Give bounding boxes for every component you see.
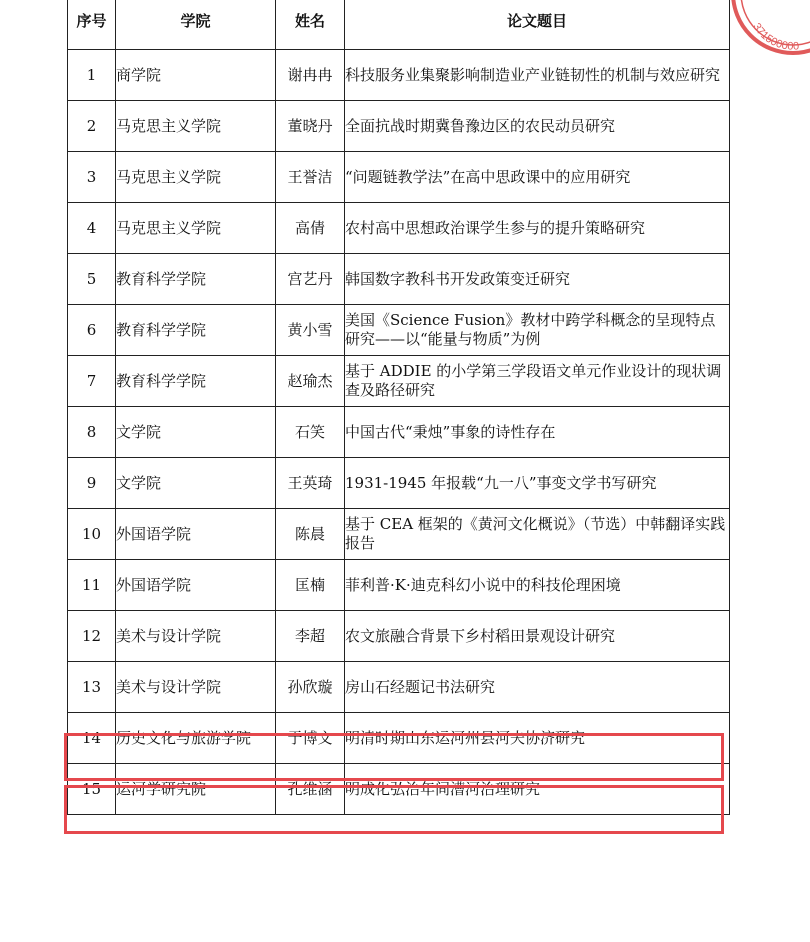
cell-title: 基于 ADDIE 的小学第三学段语文单元作业设计的现状调查及路径研究 [345, 356, 730, 407]
table-row [68, 764, 730, 815]
cell-school: 马克思主义学院 [116, 152, 276, 203]
cell-no: 4 [68, 203, 116, 254]
table-row [68, 509, 730, 560]
cell-name: 李超 [276, 611, 345, 662]
cell-school: 外国语学院 [116, 509, 276, 560]
cell-name: 谢冉冉 [276, 50, 345, 101]
table-body [68, 50, 730, 815]
cell-school: 教育科学学院 [116, 254, 276, 305]
table-header-row [68, 0, 730, 50]
cell-title: 中国古代“秉烛”事象的诗性存在 [345, 407, 730, 458]
table-row [68, 560, 730, 611]
cell-no: 13 [68, 662, 116, 713]
cell-no: 1 [68, 50, 116, 101]
cell-school: 运河学研究院 [116, 764, 276, 815]
cell-school: 马克思主义学院 [116, 101, 276, 152]
header-name: 姓名 [276, 0, 345, 50]
cell-no: 3 [68, 152, 116, 203]
cell-name: 王誉洁 [276, 152, 345, 203]
cell-no: 15 [68, 764, 116, 815]
cell-school: 外国语学院 [116, 560, 276, 611]
cell-school: 历史文化与旅游学院 [116, 713, 276, 764]
cell-title: 基于 CEA 框架的《黄河文化概说》（节选）中韩翻译实践报告 [345, 509, 730, 560]
table-row [68, 458, 730, 509]
cell-title: 菲利普·K·迪克科幻小说中的科技伦理困境 [345, 560, 730, 611]
cell-name: 董晓丹 [276, 101, 345, 152]
cell-no: 11 [68, 560, 116, 611]
cell-name: 王英琦 [276, 458, 345, 509]
official-seal-icon [728, 0, 810, 58]
cell-no: 10 [68, 509, 116, 560]
cell-title: 科技服务业集聚影响制造业产业链韧性的机制与效应研究 [345, 50, 730, 101]
cell-name: 高倩 [276, 203, 345, 254]
cell-name: 孙欣璇 [276, 662, 345, 713]
table-row [68, 407, 730, 458]
cell-school: 文学院 [116, 407, 276, 458]
cell-no: 7 [68, 356, 116, 407]
cell-no: 6 [68, 305, 116, 356]
cell-no: 14 [68, 713, 116, 764]
cell-title: 1931-1945 年报载“九一八”事变文学书写研究 [345, 458, 730, 509]
cell-no: 8 [68, 407, 116, 458]
cell-title: 美国《Science Fusion》教材中跨学科概念的呈现特点研究——以“能量与物质”为例 [345, 305, 730, 356]
table-row [68, 50, 730, 101]
table-row [68, 713, 730, 764]
table-row [68, 101, 730, 152]
cell-name: 陈晨 [276, 509, 345, 560]
cell-school: 教育科学学院 [116, 305, 276, 356]
cell-name: 黄小雪 [276, 305, 345, 356]
thesis-award-table [67, 0, 730, 815]
header-no: 序号 [68, 0, 116, 50]
table-row [68, 254, 730, 305]
cell-school: 文学院 [116, 458, 276, 509]
table-row [68, 662, 730, 713]
seal-number: 371500000 [750, 21, 800, 53]
cell-title: 明清时期山东运河州县河夫协济研究 [345, 713, 730, 764]
cell-no: 12 [68, 611, 116, 662]
table-row [68, 356, 730, 407]
header-title: 论文题目 [345, 0, 730, 50]
cell-name: 孔维涵 [276, 764, 345, 815]
cell-no: 5 [68, 254, 116, 305]
table-row [68, 305, 730, 356]
cell-school: 美术与设计学院 [116, 611, 276, 662]
cell-no: 9 [68, 458, 116, 509]
svg-text:371500000 [750, 21, 799, 53]
cell-name: 匡楠 [276, 560, 345, 611]
cell-school: 马克思主义学院 [116, 203, 276, 254]
cell-name: 于博文 [276, 713, 345, 764]
cell-school: 商学院 [116, 50, 276, 101]
table-row [68, 611, 730, 662]
cell-school: 教育科学学院 [116, 356, 276, 407]
cell-title: 全面抗战时期冀鲁豫边区的农民动员研究 [345, 101, 730, 152]
cell-name: 赵瑜杰 [276, 356, 345, 407]
cell-title: “问题链教学法”在高中思政课中的应用研究 [345, 152, 730, 203]
cell-name: 石笑 [276, 407, 345, 458]
cell-no: 2 [68, 101, 116, 152]
cell-name: 宫艺丹 [276, 254, 345, 305]
table-row [68, 203, 730, 254]
cell-school: 美术与设计学院 [116, 662, 276, 713]
cell-title: 韩国数字教科书开发政策变迁研究 [345, 254, 730, 305]
cell-title: 明成化弘治年间漕河治理研究 [345, 764, 730, 815]
cell-title: 房山石经题记书法研究 [345, 662, 730, 713]
table-row [68, 152, 730, 203]
cell-title: 农文旅融合背景下乡村稻田景观设计研究 [345, 611, 730, 662]
cell-title: 农村高中思想政治课学生参与的提升策略研究 [345, 203, 730, 254]
header-school: 学院 [116, 0, 276, 50]
